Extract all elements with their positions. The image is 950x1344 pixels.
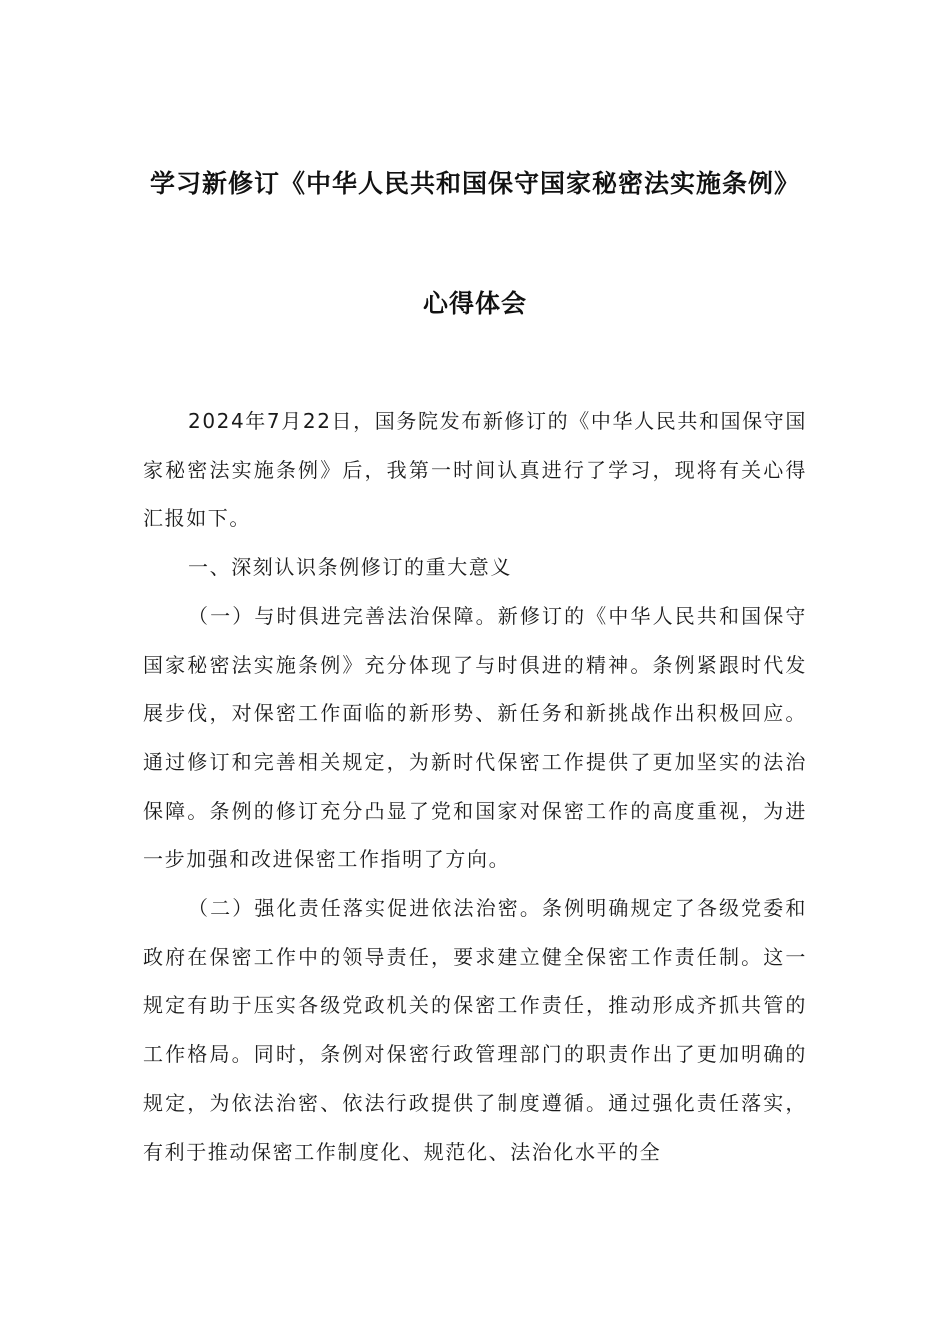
paragraph-section-1-2: （二）强化责任落实促进依法治密。条例明确规定了各级党委和政府在保密工作中的领导责任，要求建立健全保密工作责任制。这一规定有助于压实各级党政机关的保密工作责任，推动形成齐抓共管的工作格局。同时，条例对保密行政管理部门的职责作出了更加明确的规定，为依法治密、依法行政提供了制度遵循。通过强化责任落实，有利于推动保密工作制度化、规范化、法治化水平的全 <box>143 896 807 1164</box>
section-heading-1: 一、深刻认识条例修订的重大意义 <box>188 555 512 580</box>
document-body <box>143 397 807 1176</box>
paragraph-intro: 2024年7月22日，国务院发布新修订的《中华人民共和国保守国家秘密法实施条例》后，我第一时间认真进行了学习，现将有关心得汇报如下。 <box>143 409 807 531</box>
paragraph-section-1-1: （一）与时俱进完善法治保障。新修订的《中华人民共和国保守国家秘密法实施条例》充分体现了与时俱进的精神。条例紧跟时代发展步伐，对保密工作面临的新形势、新任务和新挑战作出积极回应。通过修订和完善相关规定，为新时代保密工作提供了更加坚实的法治保障。条例的修订充分凸显了党和国家对保密工作的高度重视，为进一步加强和改进保密工作指明了方向。 <box>143 603 807 872</box>
document-title-line2: 心得体会 <box>422 289 527 318</box>
document-title-line1: 学习新修订《中华人民共和国保守国家秘密法实施条例》 <box>149 169 800 198</box>
